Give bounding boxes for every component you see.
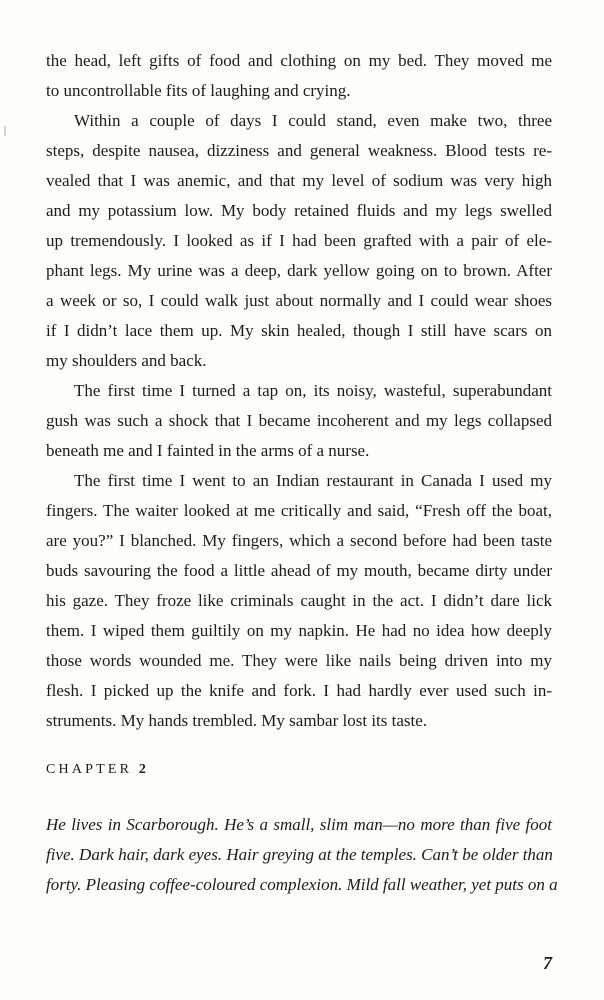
chapter-heading <box>46 758 149 782</box>
chapter-word: CHAPTER <box>46 762 133 777</box>
text-line: The first time I turned a tap on, its noisy, wasteful, superabundant <box>74 381 552 400</box>
text-line: to uncontrollable fits of laughing and crying. <box>46 81 351 100</box>
chapter-number: 2 <box>138 762 150 777</box>
text-line: fingers. The waiter looked at me critically and said, “Fresh off the boat, <box>46 501 552 520</box>
italic-line: He lives in Scarborough. He’s a small, slim man—no more than five foot <box>46 815 552 834</box>
text-line: The first time I went to an Indian restaurant in Canada I used my <box>74 471 552 490</box>
text-line: those words wounded me. They were like nails being driven into my <box>46 651 552 670</box>
page-mark <box>4 126 6 136</box>
text-line: his gaze. They froze like criminals caught in the act. I didn’t dare lick <box>46 591 552 610</box>
text-line: if I didn’t lace them up. My skin healed, though I still have scars on <box>46 321 552 340</box>
text-line: and my potassium low. My body retained fluids and my legs swelled <box>46 201 552 220</box>
page-number: 7 <box>543 953 552 973</box>
italic-line: forty. Pleasing coffee-coloured complexion. Mild fall weather, yet puts on a <box>46 875 558 894</box>
text-line: beneath me and I fainted in the arms of a nurse. <box>46 441 370 460</box>
text-line: steps, despite nausea, dizziness and general weakness. Blood tests re- <box>46 141 552 160</box>
text-line: Within a couple of days I could stand, even make two, three <box>74 111 552 130</box>
text-line: are you?” I blanched. My fingers, which a second before had been taste <box>46 531 552 550</box>
text-line: the head, left gifts of food and clothing on my bed. They moved me <box>46 51 552 70</box>
text-line: phant legs. My urine was a deep, dark yellow going on to brown. After <box>46 261 552 280</box>
text-line: vealed that I was anemic, and that my level of sodium was very high <box>46 171 552 190</box>
text-line: flesh. I picked up the knife and fork. I had hardly ever used such in- <box>46 681 552 700</box>
text-line: them. I wiped them guiltily on my napkin. He had no idea how deeply <box>46 621 552 640</box>
text-line: a week or so, I could walk just about normally and I could wear shoes <box>46 291 552 310</box>
text-line: up tremendously. I looked as if I had been grafted with a pair of ele- <box>46 231 552 250</box>
text-line: gush was such a shock that I became incoherent and my legs collapsed <box>46 411 552 430</box>
text-line: struments. My hands trembled. My sambar lost its taste. <box>46 711 428 730</box>
text-line: buds savouring the food a little ahead of my mouth, became dirty under <box>46 561 552 580</box>
text-line: my shoulders and back. <box>46 351 207 370</box>
italic-line: five. Dark hair, dark eyes. Hair greying at the temples. Can’t be older than <box>46 845 553 864</box>
